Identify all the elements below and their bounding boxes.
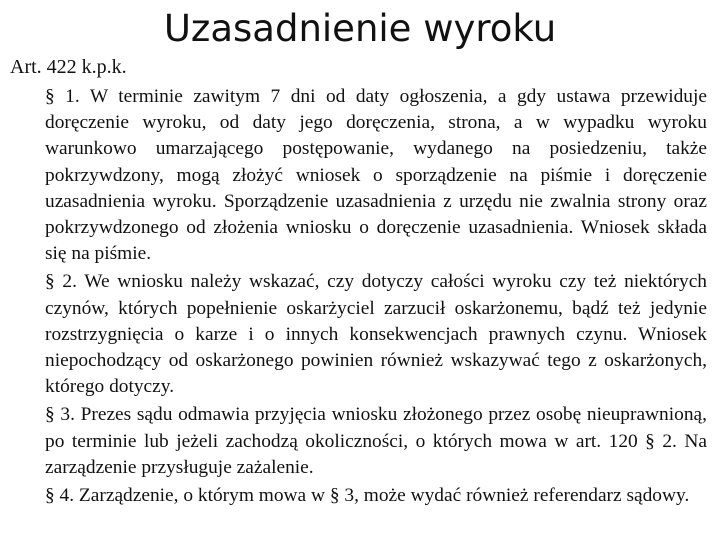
article-body — [45, 84, 707, 509]
paragraph-3: § 3. Prezes sądu odmawia przyjęcia wniosku złożonego przez osobę nieuprawnioną, po terminie lub jeżeli zachodzą okoliczności, o których mowa w art. 120 § 2. Na zarządzenie przysługuje zażalenie. — [45, 404, 707, 478]
slide-title: Uzasadnienie wyroku — [163, 7, 557, 50]
article-reference: Art. 422 k.p.k. — [10, 56, 127, 78]
paragraph-1: § 1. W terminie zawitym 7 dni od daty ogłoszenia, a gdy ustawa przewiduje doręczenie wyroku, od daty jego doręczenia, strona, a w wypadku wyroku warunkowo umarzającego postępowanie, wydanego na posiedzeniu, także pokrzywdzony, mogą złożyć wniosek o sporządzenie na piśmie i doręczenie uzasadnienia wyroku. Sporządzenie uzasadnienia z urzędu nie zwalnia strony oraz pokrzywdzonego od złożenia wniosku o doręczenie uzasadnienia. Wniosek składa się na piśmie. — [45, 86, 707, 265]
paragraph-4: § 4. Zarządzenie, o którym mowa w § 3, może wydać również referendarz sądowy. — [45, 485, 690, 507]
paragraph-2: § 2. We wniosku należy wskazać, czy dotyczy całości wyroku czy też niektórych czynów, których popełnienie oskarżyciel zarzucił oskarżonemu, bądź też jedynie rozstrzygnięcia o karze i o innych konsekwencjach prawnych czynu. Wniosek niepochodzący od oskarżonego powinien również wskazywać tego z oskarżonych, którego dotyczy. — [45, 271, 707, 398]
